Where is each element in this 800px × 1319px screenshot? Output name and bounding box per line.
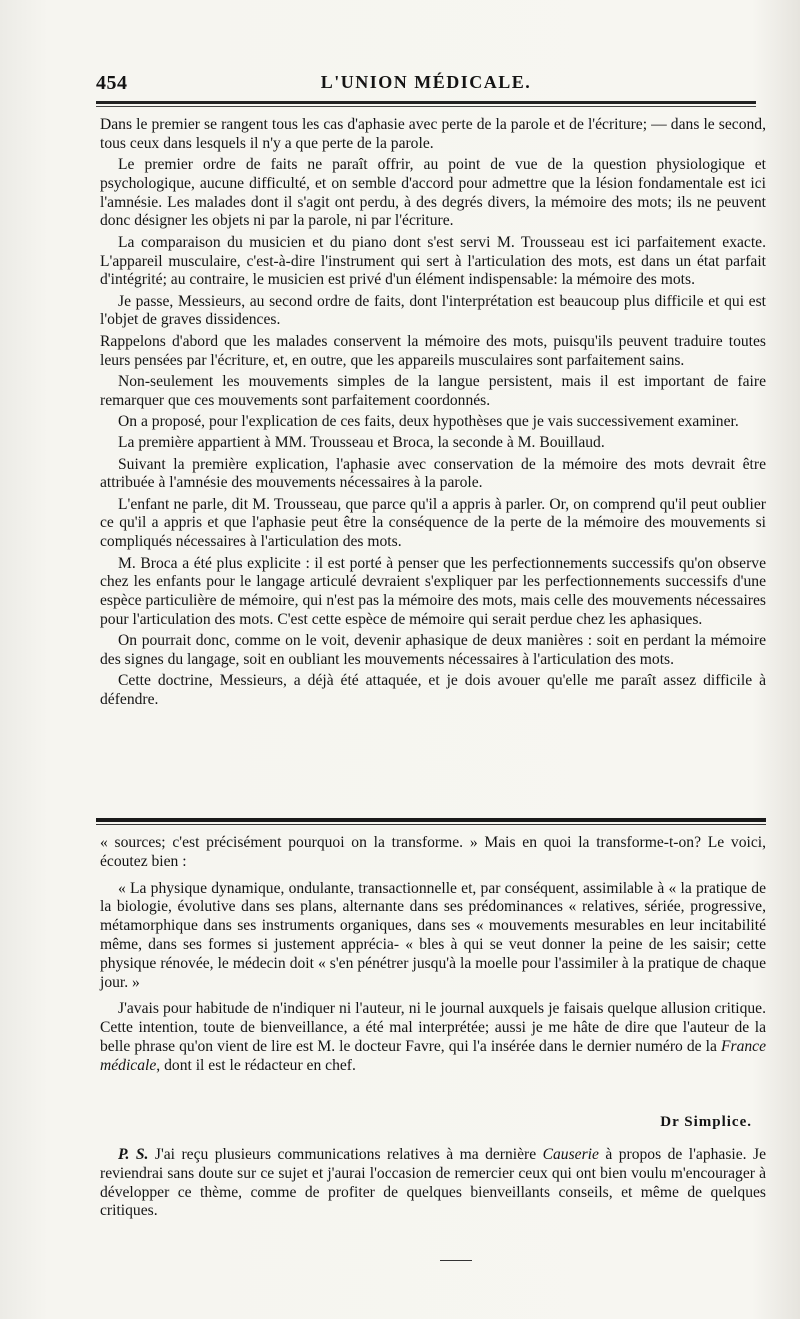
paragraph: Cette doctrine, Messieurs, a déjà été attaquée, et je dois avouer qu'elle me paraît assez difficile à défendre. (100, 672, 766, 709)
paragraph: On pourrait donc, comme on le voit, devenir aphasique de deux manières : soit en perdant la mémoire des signes du langage, soit en oubliant les mouvements nécessaires à l'articulation des mots. (100, 632, 766, 669)
text-run: J'ai reçu plusieurs communications relatives à ma dernière (148, 1146, 543, 1163)
upper-article (100, 116, 766, 712)
quotation: « La physique dynamique, ondulante, transactionnelle et, par conséquent, assimilable à « la pratique de la biologie, évolutive dans ses plans, alternante dans ses prédominances « relatives, sériée, progressive, métamorphique dans ses instruments organiques, dans ses « mouvements mesurables en leur incitabilité même, dans ses formes si justement apprécia- « bles à qui se veut donner la peine de les saisir; cette physique rénovée, le médecin doit « s'en pénétrer jusqu'à la moelle pour l'assimiler à la pratique de chaque jour. » (100, 879, 766, 991)
ps-label: P. S. (118, 1146, 149, 1163)
paragraph: La première appartient à MM. Trousseau et Broca, la seconde à M. Bouillaud. (118, 434, 605, 452)
paragraph: La comparaison du musicien et du piano dont s'est servi M. Trousseau est ici parfaitement exacte. L'appareil musculaire, c'est-à-dire l'instrument qui sert à l'articulation des mots, est dans un état parfait d'intégrité; au contraire, le musicien est privé d'un élément indispensable: la mémoire des mots. (100, 233, 766, 289)
paragraph: Suivant la première explication, l'aphasie avec conservation de la mémoire des mots devrait être attribuée à l'amnésie des mouvements nécessaires à la parole. (100, 455, 766, 492)
paragraph: « sources; c'est précisément pourquoi on la transforme. » Mais en quoi la transforme-t-on? Le voici, écoutez bien : (100, 834, 766, 870)
author-signature: Dr Simplice. (660, 1114, 752, 1130)
causerie-title: Causerie (542, 1146, 599, 1163)
paragraph: Dans le premier se rangent tous les cas d'aphasie avec perte de la parole et de l'écriture; — dans le second, tous ceux dans lesquels il n'y a que perte de la parole. (100, 116, 766, 152)
paragraph: Le premier ordre de faits ne paraît offrir, au point de vue de la question physiologique et psychologique, aucune difficulté, et on semble d'accord pour admettre que la lésion fondamentale est ici l'amnésie. Les malades dont il s'agit ont perdu, à des degrés divers, la mémoire des mots; ils ne peuvent donc désigner les objets ni par la parole, ni par l'écriture. (100, 156, 766, 230)
paragraph: L'enfant ne parle, dit M. Trousseau, que parce qu'il a appris à parler. Or, on comprend qu'il peut oublier ce qu'il a appris et que l'aphasie peut être la conséquence de la perte de la mémoire des mouvements si compliqués nécessaires à l'articulation des mots. (100, 495, 766, 551)
paragraph: M. Broca a été plus explicite : il est porté à penser que les perfectionnements successifs qu'on observe chez les enfants pour le langage articulé devraient s'expliquer par les perfectionnements successifs d'une espèce particulière de mémoire, qui n'est pas la mémoire des mots, mais celle des mouvements nécessaires pour l'articulation des mots. C'est cette espèce de mémoire qui serait perdue chez les aphasiques. (100, 554, 766, 628)
journal-title: France médicale (100, 1037, 766, 1074)
paragraph (100, 1146, 766, 1221)
page-number: 454 (96, 72, 128, 94)
paragraph: On a proposé, pour l'explication de ces faits, deux hypothèses que je vais successivement examiner. (118, 412, 739, 430)
paragraph: Rappelons d'abord que les malades conservent la mémoire des mots, puisqu'ils peuvent traduire toutes leurs pensées par l'écriture, et, en outre, que les appareils musculaires sont parfaitement sains. (100, 332, 766, 369)
paragraph: Je passe, Messieurs, au second ordre de faits, dont l'interprétation est beaucoup plus difficile et qui est l'objet de graves dissidences. (100, 292, 766, 329)
text-run: à propos de l'aphasie. Je reviendrai sans doute sur ce sujet et j'aurai l'occasion de remercier ceux qui ont bien voulu m'encourager à développer ce thème, comme de profiter de quelques bienveillants conseils, et même de quelques critiques. (100, 1146, 766, 1220)
paragraph (100, 1000, 766, 1075)
end-rule (440, 1260, 472, 1261)
text-run: , dont il est le rédacteur en chef. (156, 1056, 356, 1074)
postscript (100, 1146, 766, 1221)
paragraph: Non-seulement les mouvements simples de la langue persistent, mais il est important de faire remarquer que ces mouvements sont parfaitement coordonnés. (100, 372, 766, 409)
section-divider (96, 818, 766, 825)
header-rule (96, 101, 756, 107)
text-run: J'avais pour habitude de n'indiquer ni l'auteur, ni le journal auxquels je faisais quelque allusion critique. Cette intention, toute de bienveillance, a été mal interprétée; aussi je me hâte de dire que l'auteur de la belle phrase qu'on vient de lire est M. le docteur Favre, qui l'a insérée dans le dernier numéro de la (100, 1000, 766, 1055)
running-title: L'UNION MÉDICALE. (320, 72, 532, 92)
lower-causerie (100, 834, 766, 1084)
page-header (96, 70, 756, 98)
